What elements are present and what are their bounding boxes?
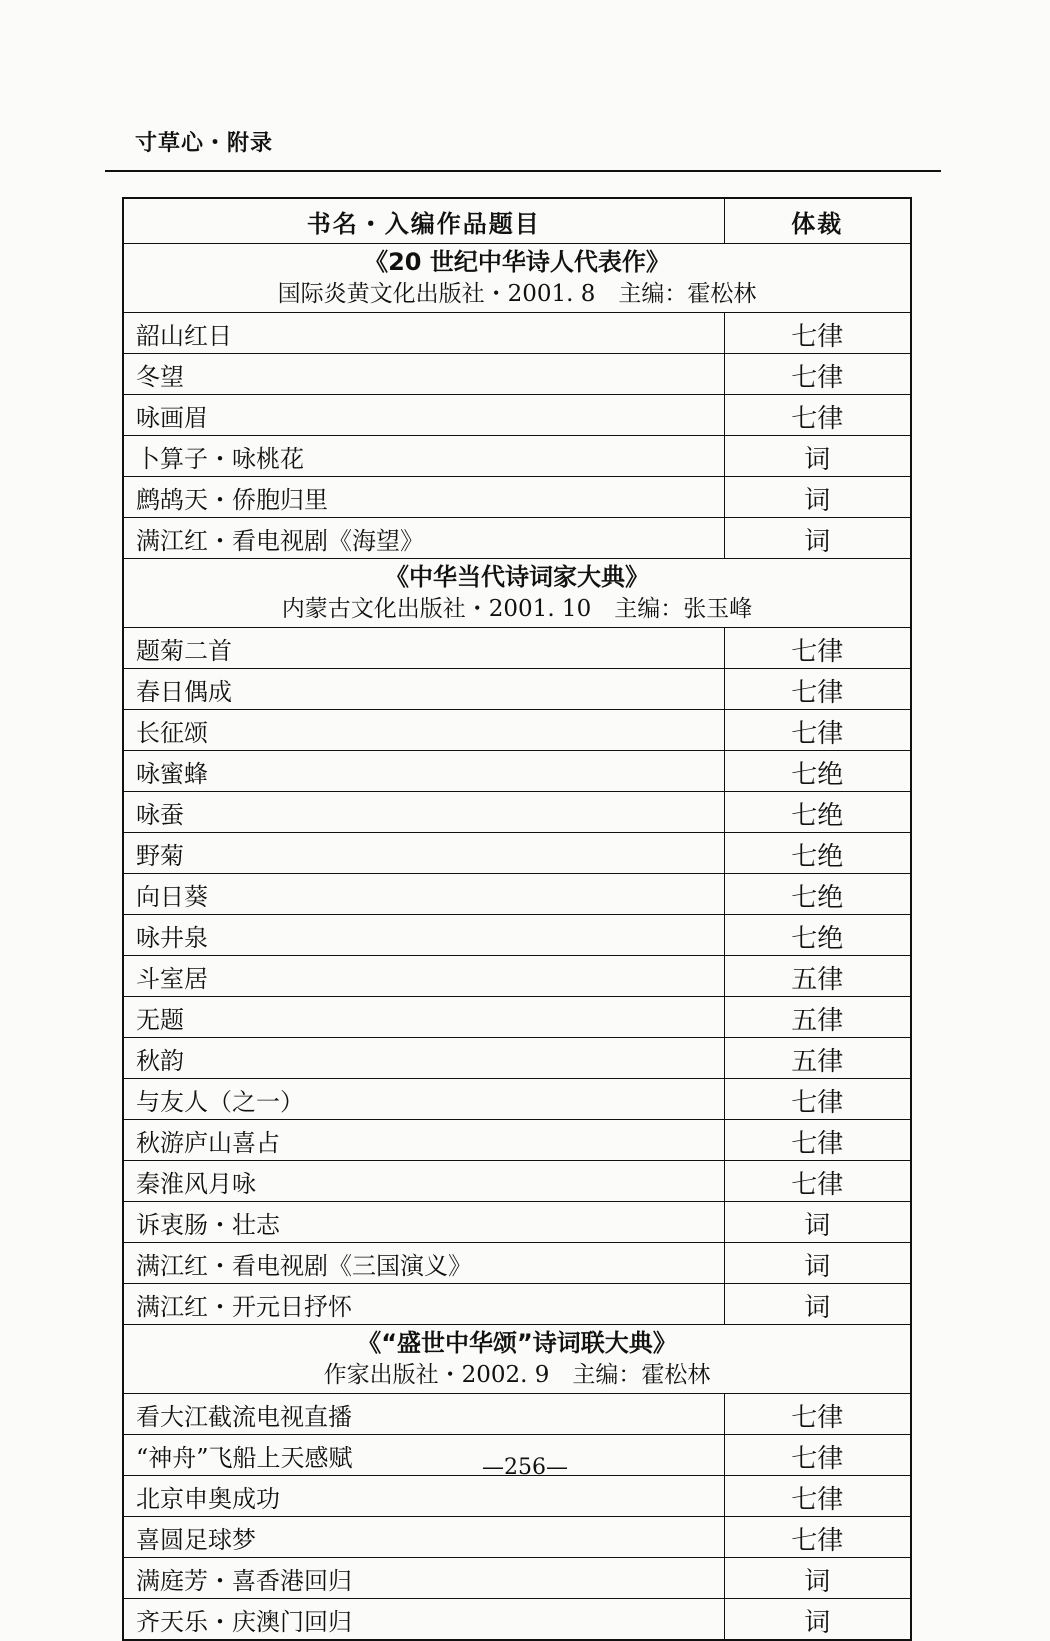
work-title-cell: 喜圆足球梦 — [124, 1517, 724, 1558]
table-row — [124, 833, 910, 874]
work-title-cell: 咏井泉 — [124, 915, 724, 956]
table-row — [124, 1284, 910, 1325]
table-row — [124, 956, 910, 997]
work-title-cell: “神舟”飞船上天感赋 — [124, 1435, 724, 1476]
work-title-cell: 秋游庐山喜占 — [124, 1120, 724, 1161]
table-row — [124, 710, 910, 751]
running-header: 寸草心・附录 — [135, 131, 274, 156]
work-genre-cell: 七绝 — [724, 792, 910, 833]
work-genre-cell: 七律 — [724, 1517, 910, 1558]
work-title-cell: 向日葵 — [124, 874, 724, 915]
table-row — [124, 874, 910, 915]
table-row — [124, 628, 910, 669]
book-publisher-info: 国际炎黄文化出版社・2001. 8 主编：霍松林 — [277, 281, 757, 307]
table-row — [124, 395, 910, 436]
table-header-row — [124, 199, 910, 244]
book-title: 《中华当代诗词家大典》 — [385, 563, 649, 591]
work-genre-cell: 七律 — [724, 1435, 910, 1476]
work-title-cell: 与友人（之一） — [124, 1079, 724, 1120]
work-genre-cell: 七绝 — [724, 833, 910, 874]
table-row — [124, 1394, 910, 1435]
work-genre-cell: 词 — [724, 1202, 910, 1243]
table-row — [124, 915, 910, 956]
work-genre-cell: 词 — [724, 1284, 910, 1325]
page-number: —256— — [482, 1455, 568, 1480]
table-row — [124, 792, 910, 833]
work-title-cell: 秋韵 — [124, 1038, 724, 1079]
work-title-cell: 韶山红日 — [124, 313, 724, 354]
work-genre-cell: 词 — [724, 1558, 910, 1599]
table-row — [124, 313, 910, 354]
table-row — [124, 751, 910, 792]
table-row — [124, 518, 910, 559]
work-title-cell: 看大江截流电视直播 — [124, 1394, 724, 1435]
work-genre-cell: 词 — [724, 1243, 910, 1284]
book-header-row — [124, 559, 910, 628]
work-title-cell: 满庭芳・喜香港回归 — [124, 1558, 724, 1599]
work-title-cell: 斗室居 — [124, 956, 724, 997]
work-genre-cell: 七绝 — [724, 751, 910, 792]
work-title-cell: 咏蜜蜂 — [124, 751, 724, 792]
work-title-cell: 题菊二首 — [124, 628, 724, 669]
work-genre-cell: 七律 — [724, 313, 910, 354]
table-row — [124, 354, 910, 395]
table-row — [124, 1079, 910, 1120]
work-title-cell: 野菊 — [124, 833, 724, 874]
work-title-cell: 咏蚕 — [124, 792, 724, 833]
works-table-body — [124, 199, 910, 1639]
book-info-cell — [124, 1325, 910, 1394]
book-publisher-info: 内蒙古文化出版社・2001. 10 主编：张玉峰 — [281, 596, 753, 622]
table-row — [124, 1476, 910, 1517]
table-row — [124, 1599, 910, 1640]
table-row — [124, 1038, 910, 1079]
works-table — [122, 197, 912, 1641]
work-title-cell: 春日偶成 — [124, 669, 724, 710]
table-row — [124, 997, 910, 1038]
work-title-cell: 齐天乐・庆澳门回归 — [124, 1599, 724, 1640]
book-info-cell — [124, 244, 910, 313]
book-header-row — [124, 244, 910, 313]
work-title-cell: 北京申奥成功 — [124, 1476, 724, 1517]
book-info-cell — [124, 559, 910, 628]
work-title-cell: 鹧鸪天・侨胞归里 — [124, 477, 724, 518]
work-genre-cell: 七律 — [724, 354, 910, 395]
work-genre-cell: 词 — [724, 477, 910, 518]
work-genre-cell: 五律 — [724, 956, 910, 997]
work-genre-cell: 七律 — [724, 669, 910, 710]
work-title-cell: 冬望 — [124, 354, 724, 395]
work-genre-cell: 七绝 — [724, 915, 910, 956]
column-header-title: 书名・入编作品题目 — [124, 199, 724, 244]
table-row — [124, 436, 910, 477]
work-genre-cell: 七律 — [724, 1476, 910, 1517]
work-title-cell: 秦淮风月咏 — [124, 1161, 724, 1202]
work-genre-cell: 词 — [724, 436, 910, 477]
work-title-cell: 满江红・看电视剧《海望》 — [124, 518, 724, 559]
table-row — [124, 669, 910, 710]
work-genre-cell: 词 — [724, 518, 910, 559]
table-row — [124, 1517, 910, 1558]
table-row — [124, 477, 910, 518]
header-rule — [105, 170, 941, 172]
work-genre-cell: 七律 — [724, 395, 910, 436]
work-genre-cell: 七绝 — [724, 874, 910, 915]
work-genre-cell: 七律 — [724, 1161, 910, 1202]
work-genre-cell: 词 — [724, 1599, 910, 1640]
work-title-cell: 满江红・开元日抒怀 — [124, 1284, 724, 1325]
book-title: 《20 世纪中华诗人代表作》 — [364, 248, 670, 276]
work-title-cell: 无题 — [124, 997, 724, 1038]
work-genre-cell: 七律 — [724, 1394, 910, 1435]
work-genre-cell: 七律 — [724, 1120, 910, 1161]
table-row — [124, 1120, 910, 1161]
work-genre-cell: 五律 — [724, 1038, 910, 1079]
work-genre-cell: 七律 — [724, 710, 910, 751]
work-title-cell: 咏画眉 — [124, 395, 724, 436]
book-title: 《“盛世中华颂”诗词联大典》 — [357, 1329, 677, 1357]
table-row — [124, 1558, 910, 1599]
work-title-cell: 诉衷肠・壮志 — [124, 1202, 724, 1243]
work-genre-cell: 五律 — [724, 997, 910, 1038]
table-row — [124, 1243, 910, 1284]
work-title-cell: 卜算子・咏桃花 — [124, 436, 724, 477]
column-header-genre: 体裁 — [724, 199, 910, 244]
table-row — [124, 1202, 910, 1243]
work-title-cell: 满江红・看电视剧《三国演义》 — [124, 1243, 724, 1284]
work-genre-cell: 七律 — [724, 1079, 910, 1120]
book-publisher-info: 作家出版社・2002. 9 主编：霍松林 — [323, 1362, 711, 1388]
work-genre-cell: 七律 — [724, 628, 910, 669]
work-title-cell: 长征颂 — [124, 710, 724, 751]
table-row — [124, 1161, 910, 1202]
book-header-row — [124, 1325, 910, 1394]
